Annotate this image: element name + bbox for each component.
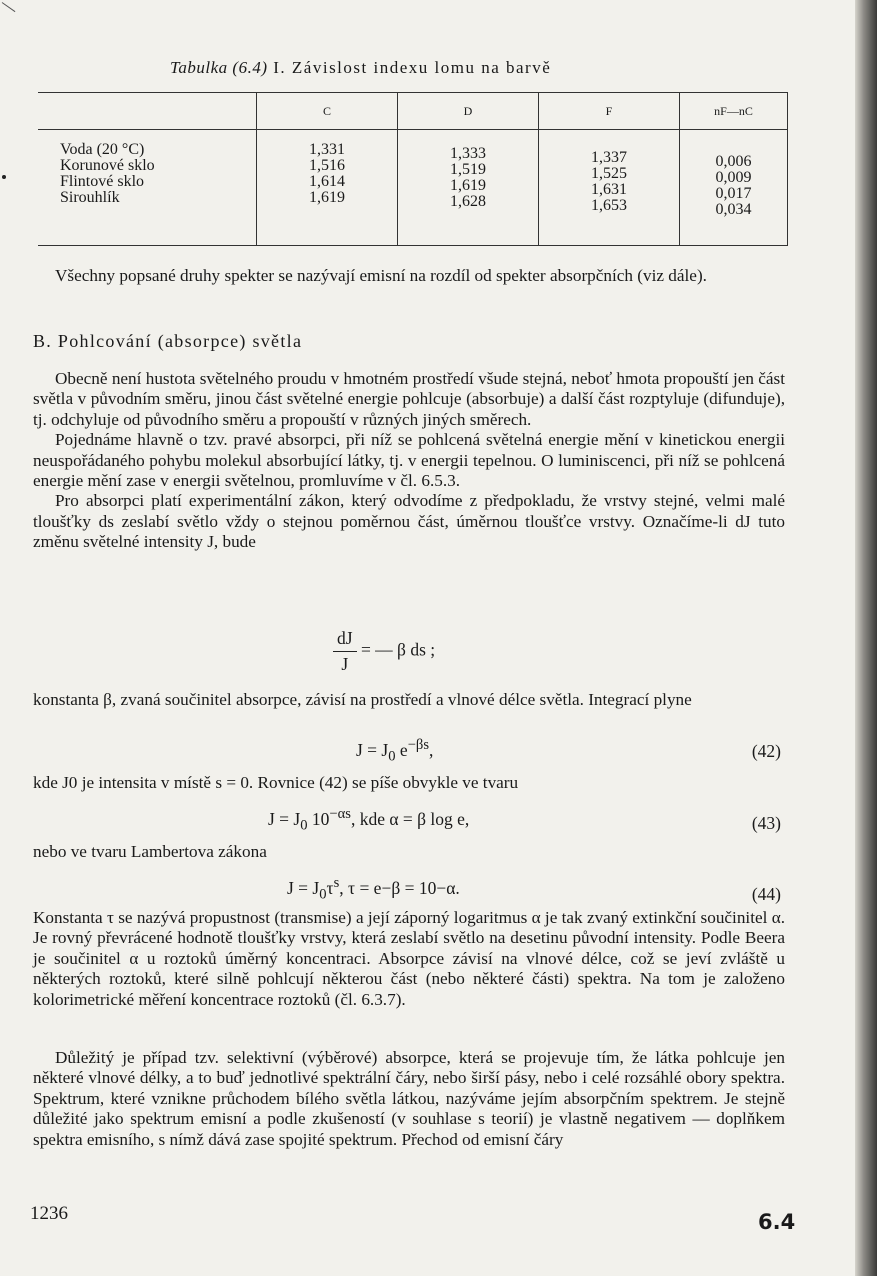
table-cell: 1,516 [309,157,345,174]
after-diff-text: konstanta β, zvaná součinitel absorpce, závisí na prostředí a vlnové délce světla. Integrací plyne [33,690,692,709]
paragraph: Pro absorpci platí experimentální zákon, který odvodíme z předpokladu, že vrstvy stejné, velmi malé tloušťky ds zeslabí světlo vždy o stejnou poměrnou část, úměrnou tloušťce vrstvy. Označíme-li dJ tuto změnu světelné intensity J, bude [33,491,785,552]
table-caption [170,58,551,78]
table-caption-label: Tabulka (6.4) [170,58,268,77]
table-col-diff [680,130,788,246]
table-cell: 1,653 [591,197,627,214]
table-cell: 1,628 [450,193,486,210]
section-heading: B. Pohlcování (absorpce) světla [33,331,303,351]
table-caption-text: I. Závislost indexu lomu na barvě [273,58,552,77]
table-cell: 1,525 [591,165,627,182]
eq-sup: −βs [407,737,430,753]
eq-base: τ [326,877,334,898]
table-cell: 1,519 [450,161,486,178]
page-edge-shadow [855,0,877,1276]
konstanta-text: Konstanta τ se nazývá propustnost (transmise) a její záporný logaritmus α je tak zvaný extinkční součinitel α. Je rovný převrácené hodnotě tloušťky vrstvy, která zeslabí světlo na desetinu původní intensity. Podle Beera je součinitel α u roztoků úměrný koncentraci. Absorpce závisí na vlnové délce, což se jeví zvláště u některých roztoků, které silně pohlcují některou část (nebo některé části) spektra. Na tom je založeno kolorimetrické měření koncentrace roztoků (čl. 6.3.7). [33,908,785,1009]
paragraph: Obecně není hustota světelného proudu v hmotném prostředí všude stejná, neboť hmota propouští jen část světla v původním směru, jinou část světelné energie pohlcuje (absorbuje) a další část rozptyluje (difunduje), tj. odchyluje od původního směru a propouští v různých jiných směrech. [33,369,785,429]
after42-paragraph [33,773,785,793]
table-col-d [398,130,539,246]
equation-differential [333,628,435,675]
fraction-numerator: dJ [333,628,357,652]
page-number: 1236 [30,1203,68,1224]
corner-mark [2,2,16,12]
margin-dot [2,175,6,179]
table-cell: 1,337 [591,149,627,166]
equation-43 [268,806,469,834]
eq-tail: , τ = e−β = 10−α. [339,877,460,898]
table-cell: 1,619 [309,189,345,206]
table-cell: 1,631 [591,181,627,198]
table-header-cell: F [539,93,680,130]
table-header-row [38,93,788,130]
table-cell: 1,614 [309,173,345,190]
selektivni-text: Důležitý je případ tzv. selektivní (výběrové) absorpce, která se projevuje tím, že látka pohlcuje jen některé vlnové délky, a to buď jednotlivé spektrální čáry, nebo širší pásy, nebo i celé rozsáhlé obory spektra. Spektrum, které vznikne průchodem bílého světla látkou, nazýváme jejím absorpčním spektrem. Je stejně důležité jako spektrum emisní a podle zkušeností (v souhlase s teorií) je vlastně negativem — doplňkem spektra emisního, s nímž dává zase spojité spektrum. Přechod od emisní čáry [33,1048,785,1149]
section-number: 6.4 [758,1210,796,1234]
after-diff-paragraph [33,690,785,710]
equation-number-43: (43) [751,813,781,833]
table-cell: Korunové sklo [60,157,155,174]
table-cell: 1,331 [309,141,345,158]
after43-paragraph [33,842,785,862]
equation-rhs: = — β ds ; [360,639,436,660]
selektivni-paragraph [33,1048,785,1150]
eq-sub: 0 [319,886,327,903]
eq-sub: 0 [388,748,396,765]
table-cell: Voda (20 °C) [60,141,145,158]
fraction-denominator: J [341,654,349,674]
body-paragraphs [33,369,785,553]
table-cell: 0,017 [715,185,752,202]
table-header-cell: D [398,93,539,130]
table-cell: 0,034 [715,201,752,218]
eq-sup: s [333,875,340,891]
refractive-index-table [38,92,788,246]
equation-44 [287,875,460,903]
eq-sub: 0 [300,817,308,834]
eq-tail: , kde α = β log e, [350,808,470,829]
intro-paragraph [33,266,785,286]
table-col-material [38,130,257,246]
eq-base: 10 [307,808,330,829]
table-col-c [257,130,398,246]
paragraph: Pojednáme hlavně o tzv. pravé absorpci, při níž se pohlcená světelná energie mění v kinetickou energii neuspořádaného pohybu molekul absorbující látky, tj. v energii tepelnou. O luminiscenci, při níž se pohlcená energie mění zase v energii světelnou, promluvíme v čl. 6.5.3. [33,430,785,491]
eq-lhs: J = J [287,877,320,898]
table-header-cell: nF—nC [680,93,788,130]
intro-text: Všechny popsané druhy spekter se nazývají emisní na rozdíl od spekter absorpčních (viz dále). [55,266,707,285]
eq-base: e [395,739,408,760]
equation-number-44: (44) [751,884,781,904]
after43-text: nebo ve tvaru Lambertova zákona [33,842,267,861]
table-cell: Flintové sklo [60,173,145,190]
table-row [38,130,788,246]
table-cell: 1,619 [450,177,486,194]
eq-lhs: J = J [356,739,389,760]
table-col-f [539,130,680,246]
fraction [333,628,357,675]
eq-lhs: J = J [268,808,301,829]
table-header-cell: C [257,93,398,130]
equation-number-42: (42) [751,741,781,761]
after42-text: kde J0 je intensita v místě s = 0. Rovnice (42) se píše obvykle ve tvaru [33,773,519,792]
table-cell: 0,006 [715,153,752,170]
eq-sup: −αs [329,806,351,822]
table-cell: Sirouhlík [60,189,120,206]
table-cell: 1,333 [450,145,486,162]
eq-tail: , [429,739,434,760]
table-cell: 0,009 [715,169,752,186]
equation-42 [356,737,433,765]
konstanta-paragraph [33,908,785,1010]
table-header-cell [38,93,257,130]
